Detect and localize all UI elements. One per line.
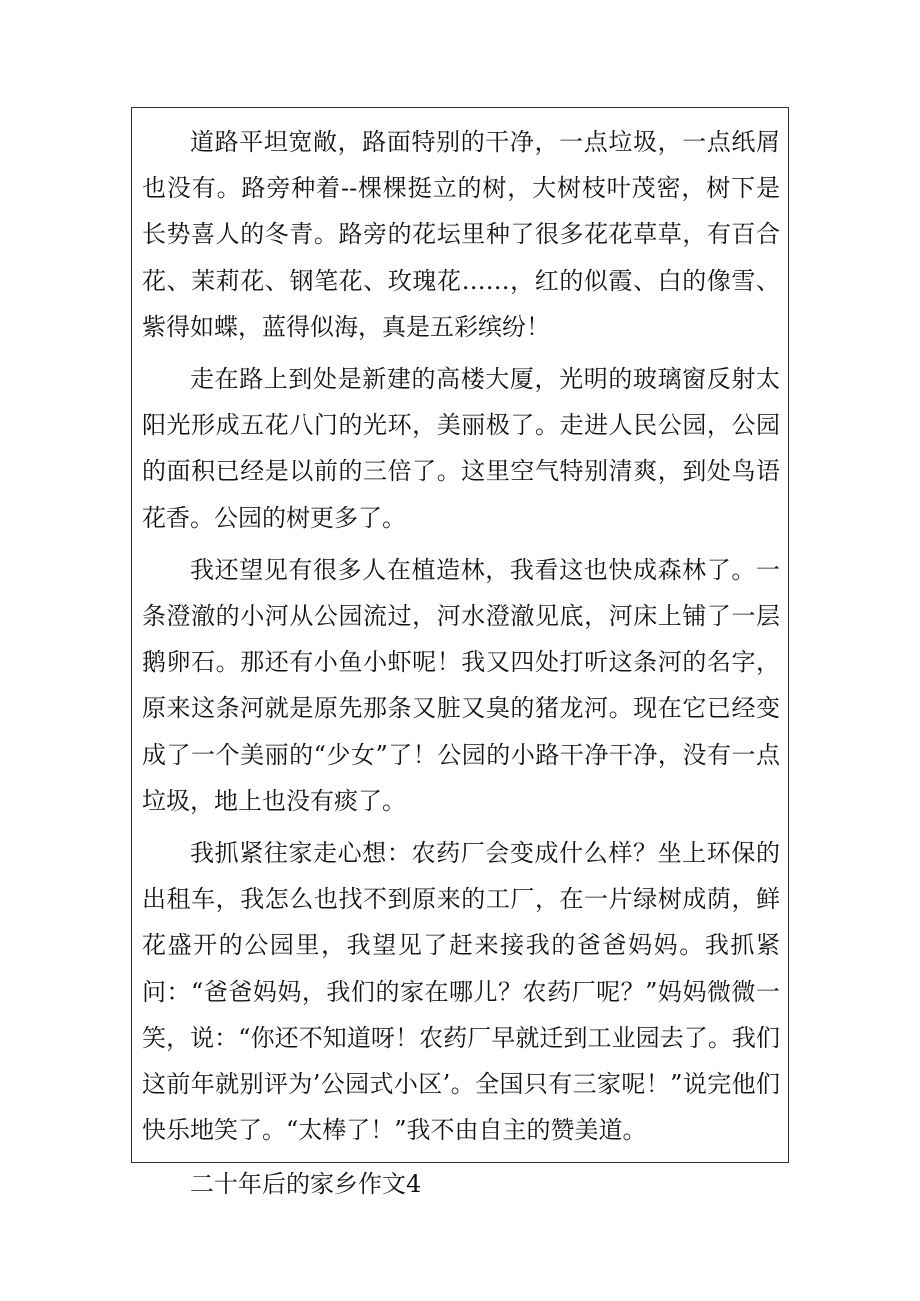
paragraph-river: 我还望见有很多人在植造林，我看这也快成森林了。一条澄澈的小河从公园流过，河水澄澈见底，河床上铺了一层鹅卵石。那还有小鱼小虾呢！我又四处打听这条河的名字，原来这条河就是原先那条又脏又臭的猪龙河。现在它已经变成了一个美丽的“少女”了！公园的小路干净干净，没有一点垃圾，地上也没有痰了。 — [142, 555, 780, 815]
content-frame — [131, 107, 789, 1199]
paragraph-buildings: 走在路上到处是新建的高楼大厦，光明的玻璃窗反射太阳光形成五花八门的光环，美丽极了。走进人民公园，公园的面积已经是以前的三倍了。这里空气特别清爽，到处鸟语花香。公园的树更多了。 — [142, 365, 780, 532]
section-heading: 二十年后的家乡作文4 — [190, 1170, 422, 1199]
paragraph-road: 道路平坦宽敞，路面特别的干净，一点垃圾，一点纸屑也没有。路旁种着--棵棵挺立的树，大树枝叶茂密，树下是长势喜人的冬青。路旁的花坛里种了很多花花草草，有百合花、茉莉花、钢笔花、玫瑰花……，红的似霞、白的像雪、紫得如蝶，蓝得似海，真是五彩缤纷！ — [142, 128, 780, 341]
paragraph-home: 我抓紧往家走心想：农药厂会变成什么样？坐上环保的出租车，我怎么也找不到原来的工厂，在一片绿树成荫，鲜花盛开的公园里，我望见了赶来接我的爸爸妈妈。我抓紧问：“爸爸妈妈，我们的家在哪儿？农药厂呢？”妈妈微微一笑，说：“你还不知道呀！农药厂早就迁到工业园去了。我们这前年就别评为’公园式小区’。全国只有三家呢！”说完他们快乐地笑了。“太棒了！”我不由自主的赞美道。 — [142, 839, 780, 1145]
